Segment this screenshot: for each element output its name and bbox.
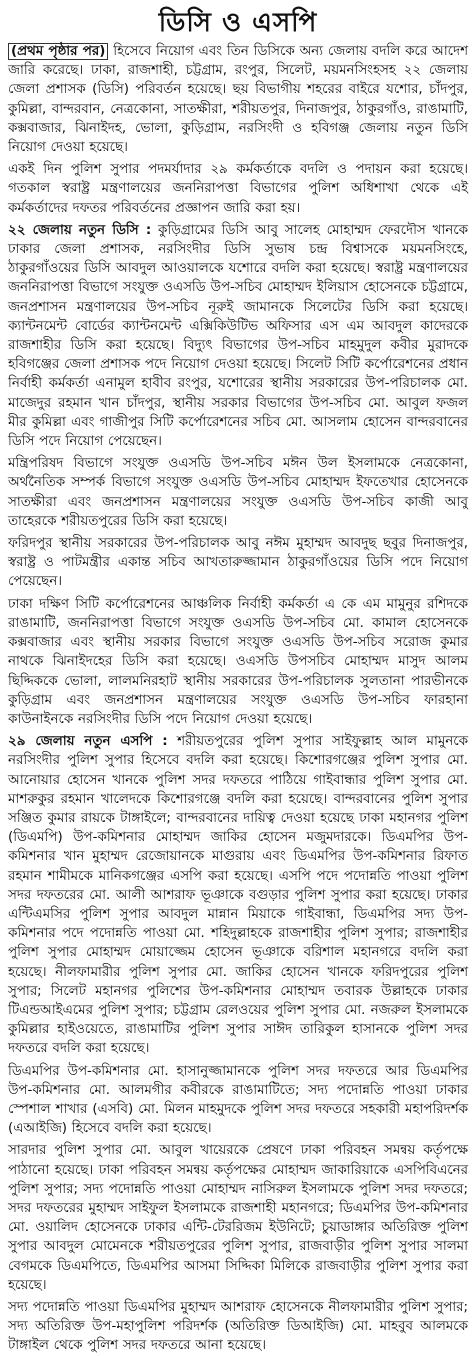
sp-paragraph-sarda: সারদার পুলিশ সুপার মো. আবুল খায়েরকে প্রেষণে ঢাকা পরিবহন সমন্বয় কর্তৃপক্ষে পাঠানো হয়েছে। ঢাকা পরিবহন সমন্বয় কর্তৃপক্ষের মোহাম্মদ জাকারিয়াকে এসপিবিএনের পুলিশ সুপার; সদ্য পদোন্নতি পাওয়া মোহাম্মদ নাসিরুল ইসলামকে পুলিশ সদর দফতরে; সদর দফতরের মুহাম্মদ সাইফুল ইসলামকে রাজশাহী মহানগরে; ডিএমপির উপ-কমিশনার মো. ওয়ালিদ হোসেনকে ঢাকার এন্টি-টেররিজম ইউনিটে; চুয়াডাঙ্গার অতিরিক্ত পুলিশ সুপার আবদুল মোমেনকে শরীয়তপুরের পুলিশ সুপার, রাজবাড়ীর পুলিশ সুপার সালমা বেগমকে ডিএমপিতে, ডিএমপির আসমা সিদ্দিকা মিলিকে রাজবাড়ীর পুলিশ সুপার করা হয়েছে। (8, 1143, 468, 1293)
intro-paragraph (8, 42, 468, 157)
dc-paragraph-faridpur: ফরিদপুর স্থানীয় সরকারের উপ-পরিচালক আবু নঈম মুহাম্মদ আবদুছ ছবুর দিনাজপুর, স্বরাষ্ট্র ও পাটমন্ত্রীর একান্ত সচিব আখতারুজ্জামান ঠাকুরগাঁওয়ের ডিসি পদে নিয়োগ পেয়েছেন। (8, 536, 468, 590)
dc-paragraph-cabinet: মন্ত্রিপরিষদ বিভাগে সংযুক্ত ওএসডি উপ-সচিব মঈন উল ইসলামকে নেত্রকোনা, অর্থনৈতিক সম্পর্ক বিভাগে সংযুক্ত ওএসডি উপ-সচিব মোহাম্মদ ইফতেখার হোসেনকে সাতক্ষীরা এবং জনপ্রশাসন মন্ত্রণালয়ের সংযুক্ত ওএসডি উপ-সচিব কাজী আবু তাহেরকে শরীয়তপুরের ডিসি করা হয়েছে। (8, 456, 468, 529)
dc-section-text: কুড়িগ্রামের ডিসি আবু সালেহ মোহাম্মদ ফেরদৌস খানকে ঢাকার জেলা প্রশাসক, নরসিংদীর ডিসি সুভাষ চন্দ্র বিশ্বাসকে ময়মনসিংহে, ঠাকুরগাঁওয়ের ডিসি আবদুল আওয়ালকে যশোরে বদলি করা হয়েছে। স্বরাষ্ট্র মন্ত্রণালয়ের জননিরাপত্তা বিভাগে সংযুক্ত ওএসডি উপ-সচিব মোহাম্মদ ইলিয়াস হোসেনকে চট্টগ্রামে, জনপ্রশাসন মন্ত্রণালয়ের উপ-সচিব নূরুই জামানকে সিলেটের ডিসি করা হয়েছে। ক্যান্টনমেন্ট বোর্ডের ক্যান্টনমেন্ট এক্সিকিউটিভ অফিসার এস এম আবদুল কাদেরকে রাজশাহীর ডিসি করা হয়েছে। বিদ্যুৎ বিভাগের উপ-সচিব মাহমুদুল কবীর মুরাদকে হবিগঞ্জের জেলা প্রশাসক পদে নিয়োগ দেওয়া হয়েছে। সিলেট সিটি কর্পোরেশনের প্রধান নির্বাহী কর্মকর্তা এনামুল হাবীব রংপুর, যশোরের স্থানীয় সরকারের উপ-পরিচালক মো. মাজেদুর রহমান খান চাঁদপুর, স্থানীয় সরকার বিভাগের উপ-সচিব মো. আবুল ফজল মীর কুমিল্লা এবং গাজীপুর সিটি কর্পোরেশনের সচিব মো. আসলাম হোসেন বান্দরবানের ডিসি পদে নিয়োগ পেয়েছেন। (8, 222, 468, 450)
sp-section-text: শরীয়তপুরের পুলিশ সুপার সাইফুল্লাহ আল মামুনকে নরসিংদীর পুলিশ সুপার হিসেবে বদলি করা হয়েছে। কিশোরগঞ্জের পুলিশ সুপার মো. আনোয়ার হোসেন খানকে পুলিশ সদর দফতরে পাঠিয়ে গাইবান্ধার পুলিশ সুপার মো. মাশরুকুর রহমান খালেদকে কিশোরগঞ্জে বদলি করা হয়েছে। বান্দরবানের পুলিশ সুপার সঞ্জিত কুমার রায়কে টাঙ্গাইলে; বান্দরবানের দায়িত্ব দেওয়া হয়েছে ঢাকা মহানগর পুলিশ (ডিএমপি) উপ-কমিশনার মোহাম্মদ জাকির হোসেন মজুমদারকে। ডিএমপির উপ-কমিশনার খান মুহাম্মদ রেজোয়ানকে মাগুরায় এবং ডিএমপির উপ-কমিশনার রিফাত রহমান শামীমকে মানিকগঞ্জের এসপি করা হয়েছে। এসপি পদে পদোন্নতি পাওয়া পুলিশ সদর দফতরের মো. আলী আশরাফ ভূঞাকে বগুড়ার পুলিশ সুপার করা হয়েছে। ঢাকার এন্টিএমসির পুলিশ সুপার আবদুল মান্নান মিয়াকে গাইবান্ধা, ডিএমপির সদ্য উপ-কমিশনার পদে পদোন্নতি পাওয়া মো. শহিদুল্লাহকে রাজশাহীর পুলিশ সুপার; রাজশাহীর পুলিশ সুপার মোহাম্মদ মোয়াজ্জেম হোসেন ভূঞাকে বরিশাল মহানগরে বদলি করা হয়েছে। নীলফামারীর পুলিশ সুপার মো. জাকির হোসেন খানকে ফরিদপুরের পুলিশ সুপার; সিলেট মহানগর পুলিশের উপ-কমিশনার মোহাম্মদ তবারক উল্লাহকে ঢাকার টিএন্ডআইএমের পুলিশ সুপার; চট্টগ্রাম রেলওয়ের পুলিশ সুপার মো. নজরুল ইসলামকে কুমিল্লার হাইওয়েতে, রাঙামাটির পুলিশ সুপার সাঈদ তারিকুল হাসানকে পুলিশ সদর দফতরে বদলি করা হয়েছে। (8, 734, 469, 1057)
sp-section-paragraph (8, 732, 468, 1058)
dc-section-heading: ২২ জেলায় নতুন ডিসি : (8, 222, 152, 238)
intro-text: হিসেবে নিয়োগ এবং তিন ডিসিকে অন্য জেলায় বদলি করে আদেশ জারি করেছে। ঢাকা, রাজশাহী, চট্টগ্রাম, রংপুর, সিলেট, ময়মনসিংহসহ ২২ জেলায় জেলা প্রশাসক (ডিসি) পরিবর্তন হয়েছে। ছয় বিভাগীয় শহরের বাইরে যশোর, চাঁদপুর, কুমিল্লা, বান্দরবান, নেত্রকোনা, সাতক্ষীরা, শরীয়তপুর, দিনাজপুর, ঠাকুরগাঁও, রাঙামাটি, কক্সবাজার, ঝিনাইদহ, ভোলা, কুড়িগ্রাম, নরসিংদী ও হবিগঞ্জ জেলায় নতুন ডিসি নিয়োগ দেওয়া হয়েছে। (8, 44, 469, 156)
dc-section-paragraph (8, 221, 468, 451)
sp-paragraph-promoted: সদ্য পদোন্নতি পাওয়া ডিএমপির মুহাম্মদ আশরাফ হোসেনকে নীলফামারীর পুলিশ সুপার; সদ্য অতিরিক্ত উপ-মহাপুলিশ পরিদর্শক (অতিরিক্ত ডিআইজি) মো. মাহবুব আলমকে টাঙ্গাইল থেকে পুলিশ সদর দফতরে আনা হয়েছে। (8, 1300, 468, 1354)
continuation-label: (প্রথম পৃষ্ঠার পর) (8, 43, 108, 60)
sp-transfer-summary-paragraph: একই দিন পুলিশ সুপার পদমর্যাদার ২৯ কর্মকর্তাকে বদলি ও পদায়ন করা হয়েছে। গতকাল স্বরাষ্ট্র মন্ত্রণালয়ের জননিরাপত্তা বিভাগের পুলিশ অধিশাখা থেকে এই কর্মকর্তাদের দফতর পরিবর্তনের প্রজ্ঞাপন জারি করা হয়। (8, 162, 468, 216)
article-headline: ডিসি ও এসপি (158, 8, 318, 38)
sp-paragraph-dmp: ডিএমপির উপ-কমিশনার মো. হাসানুজ্জামানকে পুলিশ সদর দফতরে আর ডিএমপির উপ-কমিশনার মো. আলমগীর কবীরকে রাঙামাটিতে; সদ্য পদোন্নতি পাওয়া ঢাকার স্পেশাল শাখার (এসবি) মো. মিলন মাহমুদকে পুলিশ সদর দফতরে সহকারী মহাপরিদর্শক (এআইজি) হিসেবে বদলি করা হয়েছে। (8, 1063, 468, 1137)
dc-paragraph-dhaka-south: ঢাকা দক্ষিণ সিটি কর্পোরেশনের আঞ্চলিক নির্বাহী কর্মকর্তা এ কে এম মামুনুর রশিদকে রাঙামাটি, জননিরাপত্তা বিভাগে সংযুক্ত ওএসডি উপ-সচিব মো. কামাল হোসেনকে কক্সবাজার এবং স্থানীয় সরকার বিভাগে সংযুক্ত ওএসডি উপ-সচিব সরোজ কুমার নাথকে ঝিনাইদহের ডিসি করা হয়েছে। ওএসডি উপসচিব মোহাম্মদ মাসুদ আলম ছিদ্দিককে ভোলা, লালমনিরহাট স্থানীয় সরকারের উপ-পরিচালক সুলতানা পারভীনকে কুড়িগ্রাম এবং জনপ্রশাসন মন্ত্রণালয়ের সংযুক্ত ওএসডি উপ-সচিব ফারহানা কাউনাইনকে নরসিংদীর ডিসি পদে নিয়োগ দেওয়া হয়েছে। (8, 596, 468, 727)
sp-section-heading: ২৯ জেলায় নতুন এসপি : (8, 734, 168, 750)
